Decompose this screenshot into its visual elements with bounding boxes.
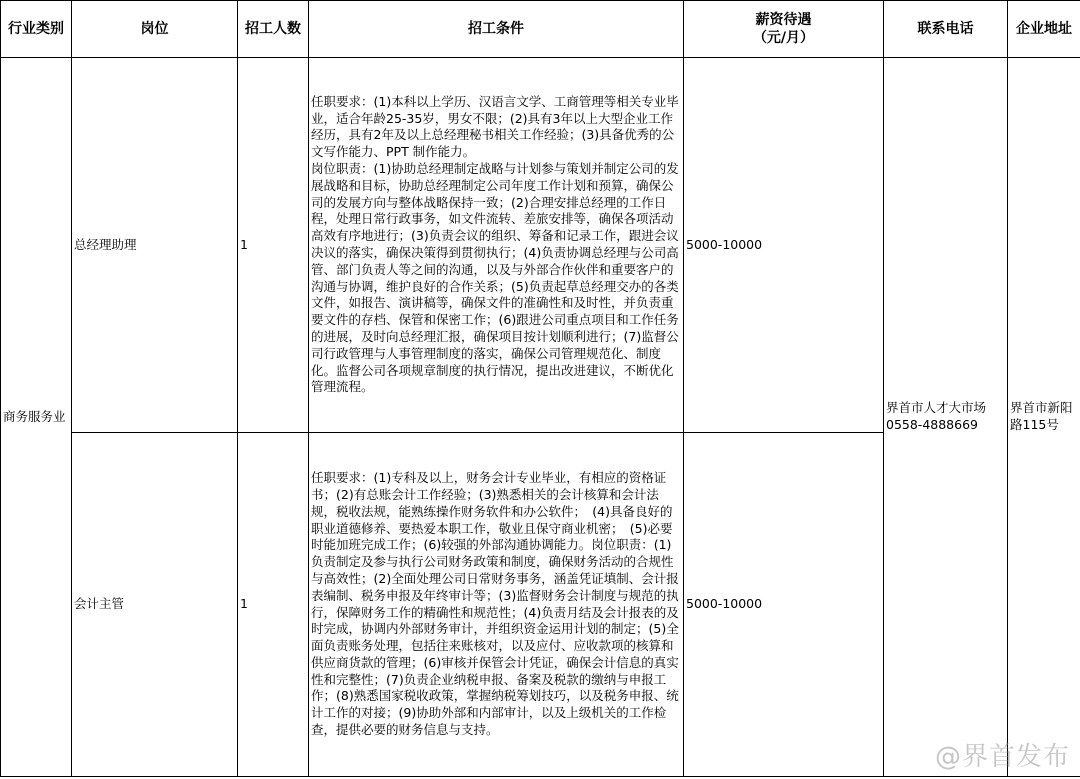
header-position: 岗位 (72, 1, 238, 58)
address-cell: 界首市新阳路115号 (1008, 58, 1080, 777)
requirements-paragraph: 任职要求：(1)专科及以上，财务会计专业毕业，有相应的资格证书；(2)有总账会计工作经验；(3)熟悉相关的会计核算和会计法规，税收法规，能熟练操作财务软件和办公软件； (4)具备良好的职业道德修养、要热爱本职工作，敬业且保守商业机密； (5)必要时能加班完成工作；(6)较强的外部沟通协调能力。岗位职责：(1)负责制定及参与执行公司财务政策和制度，确保财务活动的合规性与高效性；(2)全面处理公司日常财务事务，涵盖凭证填制、会计报表编制、税务申报及年终审计等；(3)监督财务会计制度与规范的执行，保障财务工作的精确性和规范性；(4)负责月结及会计报表的及时完成，协调内外部财务审计，并组织资金运用计划的制定；(5)全面负责账务处理，包括往来账核对，以及应付、应收款项的核算和供应商货款的管理；(6)审核并保管会计凭证，确保会计信息的真实性和完整性；(7)负责企业纳税申报、备案及税款的缴纳与申报工作；(8)熟悉国家税收政策，掌握纳税筹划技巧，以及税务申报、统计工作的对接；(9)协助外部和内部审计，以及上级机关的工作检查，提供必要的财务信息与支持。 (311, 470, 679, 738)
header-salary-line2: （元/月） (752, 30, 815, 46)
header-salary (684, 1, 884, 58)
header-address: 企业地址 (1008, 1, 1080, 58)
salary-cell: 5000-10000 (684, 58, 884, 433)
count-cell: 1 (238, 433, 309, 777)
weibo-watermark-text: @界首发布 (934, 742, 1070, 772)
header-salary-line1: 薪资待遇 (755, 12, 812, 28)
count-cell: 1 (238, 58, 309, 433)
requirements-paragraph: 任职要求：(1)本科以上学历、汉语言文学、工商管理等相关专业毕业，适合年龄25-35岁，男女不限；(2)具有3年以上大型企业工作经历，具有2年及以上总经理秘书相关工作经验；(3)具备优秀的公文写作能力、PPT 制作能力。 (311, 93, 679, 160)
salary-cell: 5000-10000 (684, 433, 884, 777)
requirements-cell (309, 433, 684, 777)
table-row (1, 58, 1080, 433)
header-industry: 行业类别 (1, 1, 72, 58)
header-row (1, 1, 1080, 58)
watermark (935, 736, 1070, 773)
duties-paragraph: 岗位职责：(1)协助总经理制定战略与计划参与策划并制定公司的发展战略和目标，协助总经理制定公司年度工作计划和预算，确保公司的发展方向与整体战略保持一致；(2)合理安排总经理的工作日程，处理日常行政事务，如文件流转、差旅安排等，确保各项活动高效有序地进行；(3)负责会议的组织、筹备和记录工作，跟进会议决议的落实，确保决策得到贯彻执行；(4)负责协调总经理与公司高管、部门负责人等之间的沟通，以及与外部合作伙伴和重要客户的沟通与协调，维护良好的合作关系；(5)负责起草总经理交办的各类文件，如报告、演讲稿等，确保文件的准确性和及时性，并负责重要文件的存档、保管和保密工作；(6)跟进公司重点项目和工作任务的进展，及时向总经理汇报，确保项目按计划顺利进行；(7)监督公司行政管理与人事管理制度的落实，确保公司管理规范化、制度化。监督公司各项规章制度的执行情况，提出改进建议，不断优化管理流程。 (311, 161, 679, 395)
industry-cell: 商务服务业 (1, 58, 72, 777)
header-phone: 联系电话 (884, 1, 1008, 58)
header-count: 招工人数 (238, 1, 309, 58)
position-cell: 总经理助理 (72, 58, 238, 433)
header-requirements: 招工条件 (309, 1, 684, 58)
requirements-cell (309, 58, 684, 433)
phone-cell: 界首市人才大市场 0558-4888669 (884, 58, 1008, 777)
position-cell: 会计主管 (72, 433, 238, 777)
